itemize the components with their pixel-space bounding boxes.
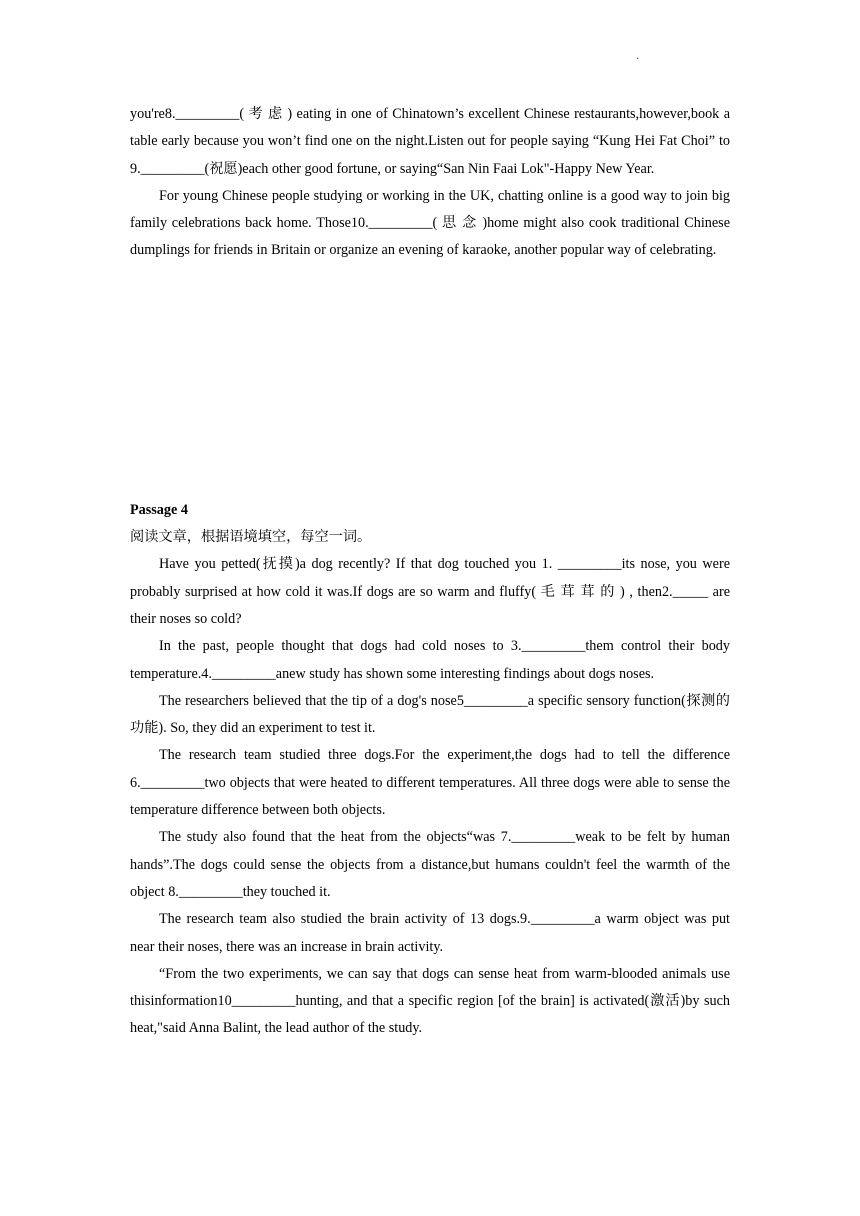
passage-instruction: 阅读文章，根据语境填空，每空一词。 — [130, 529, 372, 546]
passage4-paragraph: “From the two experiments, we can say that dogs can sense heat from warm-blooded animals use thisinformation10_________hunting, and that a specific region [of the brain] is activated(激活)by such heat,"said Anna Balint, the lead author of the study. — [130, 965, 730, 1037]
passage4-paragraph: The study also found that the heat from the objects“was 7._________weak to be felt by human hands”.The dogs could sense the objects from a distance,but humans couldn't feel the warmth of the object 8._________they touched it. — [130, 829, 730, 900]
document-body — [130, 101, 730, 1043]
passage4-paragraph: In the past, people thought that dogs had cold noses to 3._________them control their body temperature.4._________anew study has shown some interesting findings about dogs noses. — [130, 638, 730, 682]
passage4-paragraph: Have you petted(抚摸)a dog recently? If that dog touched you 1. _________its nose, you were probably surprised at how cold it was.If dogs are so warm and fluffy( 毛 茸 茸 的 ) , then2._____ are their noses so cold? — [130, 556, 730, 627]
passage-title: Passage 4 — [130, 501, 188, 518]
passage4-paragraph: The researchers believed that the tip of a dog's nose5_________a specific sensory function(探测的功能). So, they did an experiment to test it. — [130, 692, 730, 737]
page-mark: · — [636, 54, 640, 65]
passage4-paragraph: The research team also studied the brain activity of 13 dogs.9._________a warm object was put near their noses, there was an increase in brain activity. — [130, 911, 730, 955]
passage3-paragraph: you're8._________( 考 虑 ) eating in one of Chinatown’s excellent Chinese restaurants,however,book a table early because you won’t find one on the night.Listen out for people saying “Kung Hei Fat Choi” to 9._________(祝愿)each other good fortune, or saying“San Nin Faai Lok"-Happy New Year. — [130, 106, 730, 177]
passage3-paragraph: For young Chinese people studying or working in the UK, chatting online is a good way to join big family celebrations back home. Those10._________( 思 念 )home might also cook traditional Chinese dumplings for friends in Britain or organize an evening of karaoke, another popular way of celebrating. — [130, 187, 730, 259]
page-gap — [130, 265, 730, 497]
passage4-paragraph: The research team studied three dogs.For the experiment,the dogs had to tell the difference 6._________two objects that were heated to different temperatures. All three dogs were able to sense the temperature difference between both objects. — [130, 747, 730, 819]
